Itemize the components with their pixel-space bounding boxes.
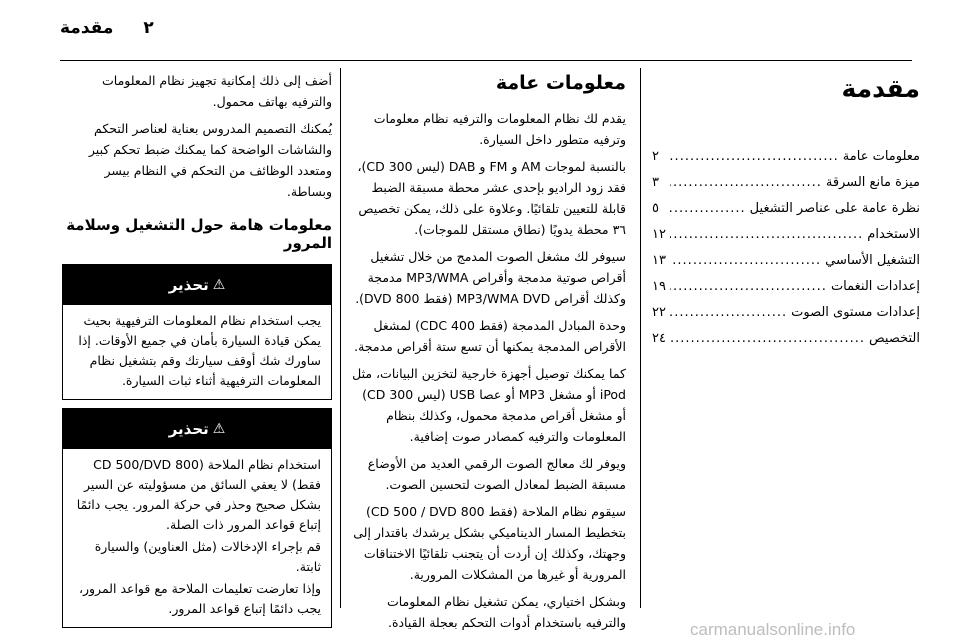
general-paragraph: سيقوم نظام الملاحة (فقط CD 500 / DVD 800) بتخطيط المسار الديناميكي بشكل يرشدك باقتدار إلى وجهتك، وكذلك إن أردت أن يتجنب تلقائيًا الاختناقات المرورية أو غيرها من المشكلات المرورية.	[353, 504, 626, 582]
general-paragraph: يقدم لك نظام المعلومات والترفيه نظام معلومات وترفيه متطور داخل السيارة.	[373, 111, 626, 147]
toc-item[interactable]: إعدادات مستوى الصوت ..... ٢٢	[652, 305, 920, 331]
toc-item[interactable]: التخصيص ..... ٢٤	[652, 331, 920, 357]
general-paragraph: بالنسبة لموجات AM و FM و DAB (ليس CD 300)، فقد زود الراديو بإحدى عشر محطة مسبقة الضبط قابلة للتعيين تلقائيًا. وعلاوة على ذلك، يمكن تخصيص ٣٦ محطة يدويًا (نطاق مستقل للموجات).	[357, 159, 626, 237]
warning-text: قم بإجراء الإدخالات (مثل العناوين) والسيارة ثابتة.	[94, 539, 321, 574]
warning-title-bar	[63, 265, 331, 305]
warning-body	[63, 305, 331, 399]
toc-item[interactable]: التشغيل الأساسي ..... ١٣	[652, 253, 920, 279]
warning-text: يجب استخدام نظام المعلومات الترفيهية بحيث يمكن قيادة السيارة بأمان في جميع الأوقات. إذا ساورك شك أوقف سيارتك وقم بتشغيل نظام المعلومات الترفيهية أثناء ثبات السيارة.	[78, 313, 321, 388]
safety-column	[62, 70, 332, 636]
warning-title: تحذير	[168, 420, 209, 438]
warning-title-bar	[63, 409, 331, 449]
safety-heading: معلومات هامة حول التشغيل وسلامة المرور	[66, 216, 332, 252]
page-header	[60, 18, 912, 38]
column-divider-right	[640, 68, 641, 608]
general-heading: معلومات عامة	[495, 72, 626, 94]
toc-item[interactable]: نظرة عامة على عناصر التشغيل ..... ٥	[652, 201, 920, 227]
table-of-contents	[652, 149, 920, 357]
continued-paragraph: يُمكنك التصميم المدروس بعناية لعناصر التحكم والشاشات الواضحة كما يمكنك ضبط تحكم كبير ومتعدد الوظائف من التحكم في النظام بيسر وبساطة.	[88, 121, 332, 199]
general-paragraph: سيوفر لك مشغل الصوت المدمج من خلال تشغيل أقراص صوتية مدمجة وأقراص MP3/WMA مدمجة وكذلك أقراص MP3/WMA DVD (فقط DVD 800).	[355, 249, 626, 306]
general-paragraph: ويوفر لك معالج الصوت الرقمي العديد من الأوضاع مسبقة الضبط لمعادل الصوت لتحسين الصوت.	[367, 456, 626, 492]
warning-box	[62, 408, 332, 628]
header-divider	[60, 60, 912, 61]
general-paragraph: وبشكل اختياري، يمكن تشغيل نظام المعلومات والترفيه باستخدام أدوات التحكم بعجلة القيادة.	[386, 594, 626, 630]
page-number: ٢	[143, 18, 154, 38]
watermark: carmanualsonline.info	[690, 620, 856, 639]
general-info-column	[350, 70, 626, 639]
toc-item[interactable]: الاستخدام ..... ١٢	[652, 227, 920, 253]
header-title: مقدمة	[60, 18, 114, 38]
intro-heading: مقدمة	[841, 74, 920, 103]
warning-title: تحذير	[168, 276, 209, 294]
general-paragraph: كما يمكنك توصيل أجهزة خارجية لتخزين البيانات، مثل iPod أو مشغل MP3 أو عصا USB (ليس CD 300) أو مشغل أقراص مدمجة محمول، وكذلك بنظام المعلومات والترفيه كمصادر صوت إضافية.	[352, 366, 626, 444]
continued-paragraph: أضف إلى ذلك إمكانية تجهيز نظام المعلومات والترفيه بهاتف محمول.	[102, 73, 332, 109]
warning-triangle-icon: ⚠	[212, 421, 226, 437]
warning-body	[63, 449, 331, 627]
toc-item[interactable]: ميزة مانع السرقة ..... ٣	[652, 175, 920, 201]
warning-text: استخدام نظام الملاحة (CD 500/DVD 800 فقط) لا يعفي السائق من مسؤوليته عن السير بشكل صحيح وحذر في حركة المرور. يجب دائمًا إتباع قواعد المرور ذات الصلة.	[76, 457, 321, 532]
column-divider-left	[340, 68, 341, 608]
warning-box	[62, 264, 332, 400]
intro-column	[652, 70, 920, 357]
general-paragraph: وحدة المبادل المدمجة (فقط CDC 400) لمشغل الأقراص المدمجة يمكنها أن تسع ستة أقراص مدمجة.	[354, 318, 626, 354]
warning-text: وإذا تعارضت تعليمات الملاحة مع قواعد المرور، يجب دائمًا إتباع قواعد المرور.	[78, 581, 321, 616]
toc-item[interactable]: إعدادات النغمات ..... ١٩	[652, 279, 920, 305]
toc-item[interactable]: معلومات عامة ..... ٢	[652, 149, 920, 175]
warning-triangle-icon: ⚠	[212, 277, 226, 293]
